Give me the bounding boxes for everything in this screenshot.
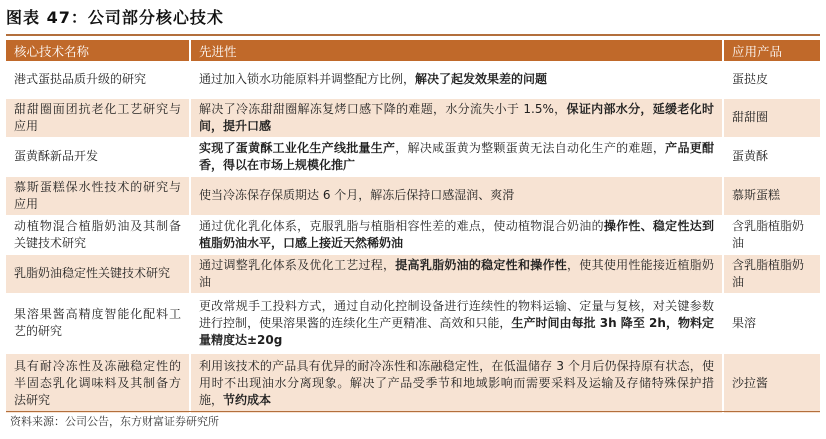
product-cell: 蛋挞皮 bbox=[723, 61, 820, 98]
advantage-highlight: 提高乳脂奶油的稳定性和操作性 bbox=[395, 257, 568, 272]
advantage-highlight-2: 产品更酣香，得以在市场上规模化推广 bbox=[199, 140, 714, 172]
advantage-text: 解决了冷冻甜甜圈解冻复烤口感下降的难题，水分流失小于 1.5%， bbox=[199, 101, 567, 116]
product-cell: 甜甜圈 bbox=[723, 98, 820, 137]
tech-name-cell: 乳脂奶油稳定性关键技术研究 bbox=[6, 254, 190, 293]
header-advantage: 先进性 bbox=[190, 40, 723, 61]
advantage-highlight: 实现了蛋黄酥工业化生产线批量生产 bbox=[199, 140, 396, 155]
advantage-text: ，解决咸蛋黄为整颗蛋黄无法自动化生产的难题， bbox=[395, 140, 666, 155]
advantage-text: 利用该技术的产品具有优异的耐冷冻性和冻融稳定性，在低温储存 3 个月后仍保持原有状态，使用时不出现油水分离现象。解决了产品受季节和地域影响而需要采料及运输及存储特殊保护措施， bbox=[199, 358, 714, 407]
header-tech-name: 核心技术名称 bbox=[6, 40, 190, 61]
advantage-cell: 使当冷冻保存保质期达 6 个月，解冻后保持口感湿润、爽滑 bbox=[190, 176, 723, 215]
table-row bbox=[6, 215, 820, 254]
advantage-cell bbox=[190, 215, 723, 254]
table-row bbox=[6, 293, 820, 353]
header-product: 应用产品 bbox=[723, 40, 820, 61]
product-cell: 慕斯蛋糕 bbox=[723, 176, 820, 215]
tech-name-cell: 果溶果酱高精度智能化配料工艺的研究 bbox=[6, 293, 190, 353]
advantage-highlight: 生产时间由每批 3h 降至 2h，物料定量精度达±20g bbox=[199, 315, 714, 347]
product-cell: 果溶 bbox=[723, 293, 820, 353]
advantage-highlight: 保证内部水分，延缓老化时间，提升口感 bbox=[199, 101, 714, 133]
tech-name-cell: 港式蛋挞品质升级的研究 bbox=[6, 61, 190, 98]
tech-name-cell: 慕斯蛋糕保水性技术的研究与应用 bbox=[6, 176, 190, 215]
product-cell: 沙拉酱 bbox=[723, 353, 820, 413]
advantage-text: 更改常规手工投料方式，通过自动化控制设备进行连续性的物料运输、定量与复核，对关键参数进行控制，使果溶果酱的连续化生产更精准、高效和只能， bbox=[199, 298, 714, 330]
advantage-cell bbox=[190, 137, 723, 176]
advantage-cell bbox=[190, 293, 723, 353]
advantage-cell bbox=[190, 61, 723, 98]
advantage-cell bbox=[190, 353, 723, 413]
table-row bbox=[6, 176, 820, 215]
figure-title: 图表 47：公司部分核心技术 bbox=[6, 8, 224, 27]
advantage-highlight: 解决了起发效果差的问题 bbox=[415, 71, 548, 86]
advantage-cell bbox=[190, 254, 723, 293]
title-divider bbox=[6, 34, 820, 36]
advantage-text: 通过调整乳化体系及优化工艺过程， bbox=[199, 257, 396, 272]
tech-name-cell: 具有耐冷冻性及冻融稳定性的半固态乳化调味料及其制备方法研究 bbox=[6, 353, 190, 413]
advantage-text: 通过加入锁水功能原料并调整配方比例， bbox=[199, 71, 416, 86]
advantage-highlight: 节约成本 bbox=[223, 392, 272, 407]
table-row bbox=[6, 254, 820, 293]
advantage-text: 通过优化乳化体系，克服乳脂与植脂相容性差的难点，使动植物混合奶油的 bbox=[199, 218, 604, 233]
table-row bbox=[6, 98, 820, 137]
table-header-row bbox=[6, 40, 820, 61]
advantage-text-tail: ，使其使用性能接近植脂奶油 bbox=[199, 257, 714, 289]
product-cell: 含乳脂植脂奶油 bbox=[723, 254, 820, 293]
tech-name-cell: 动植物混合植脂奶油及其制备关键技术研究 bbox=[6, 215, 190, 254]
table-row bbox=[6, 353, 820, 413]
table-row bbox=[6, 137, 820, 176]
advantage-highlight: 操作性、稳定性达到植脂奶油水平，口感上接近天然稀奶油 bbox=[199, 218, 714, 250]
core-tech-table bbox=[6, 40, 820, 414]
table-row bbox=[6, 61, 820, 98]
product-cell: 蛋黄酥 bbox=[723, 137, 820, 176]
bottom-divider bbox=[6, 411, 820, 412]
tech-name-cell: 蛋黄酥新品开发 bbox=[6, 137, 190, 176]
source-note: 资料来源：公司公告，东方财富证券研究所 bbox=[10, 415, 219, 428]
tech-name-cell: 甜甜圈面团抗老化工艺研究与应用 bbox=[6, 98, 190, 137]
product-cell: 含乳脂植脂奶油 bbox=[723, 215, 820, 254]
advantage-cell bbox=[190, 98, 723, 137]
